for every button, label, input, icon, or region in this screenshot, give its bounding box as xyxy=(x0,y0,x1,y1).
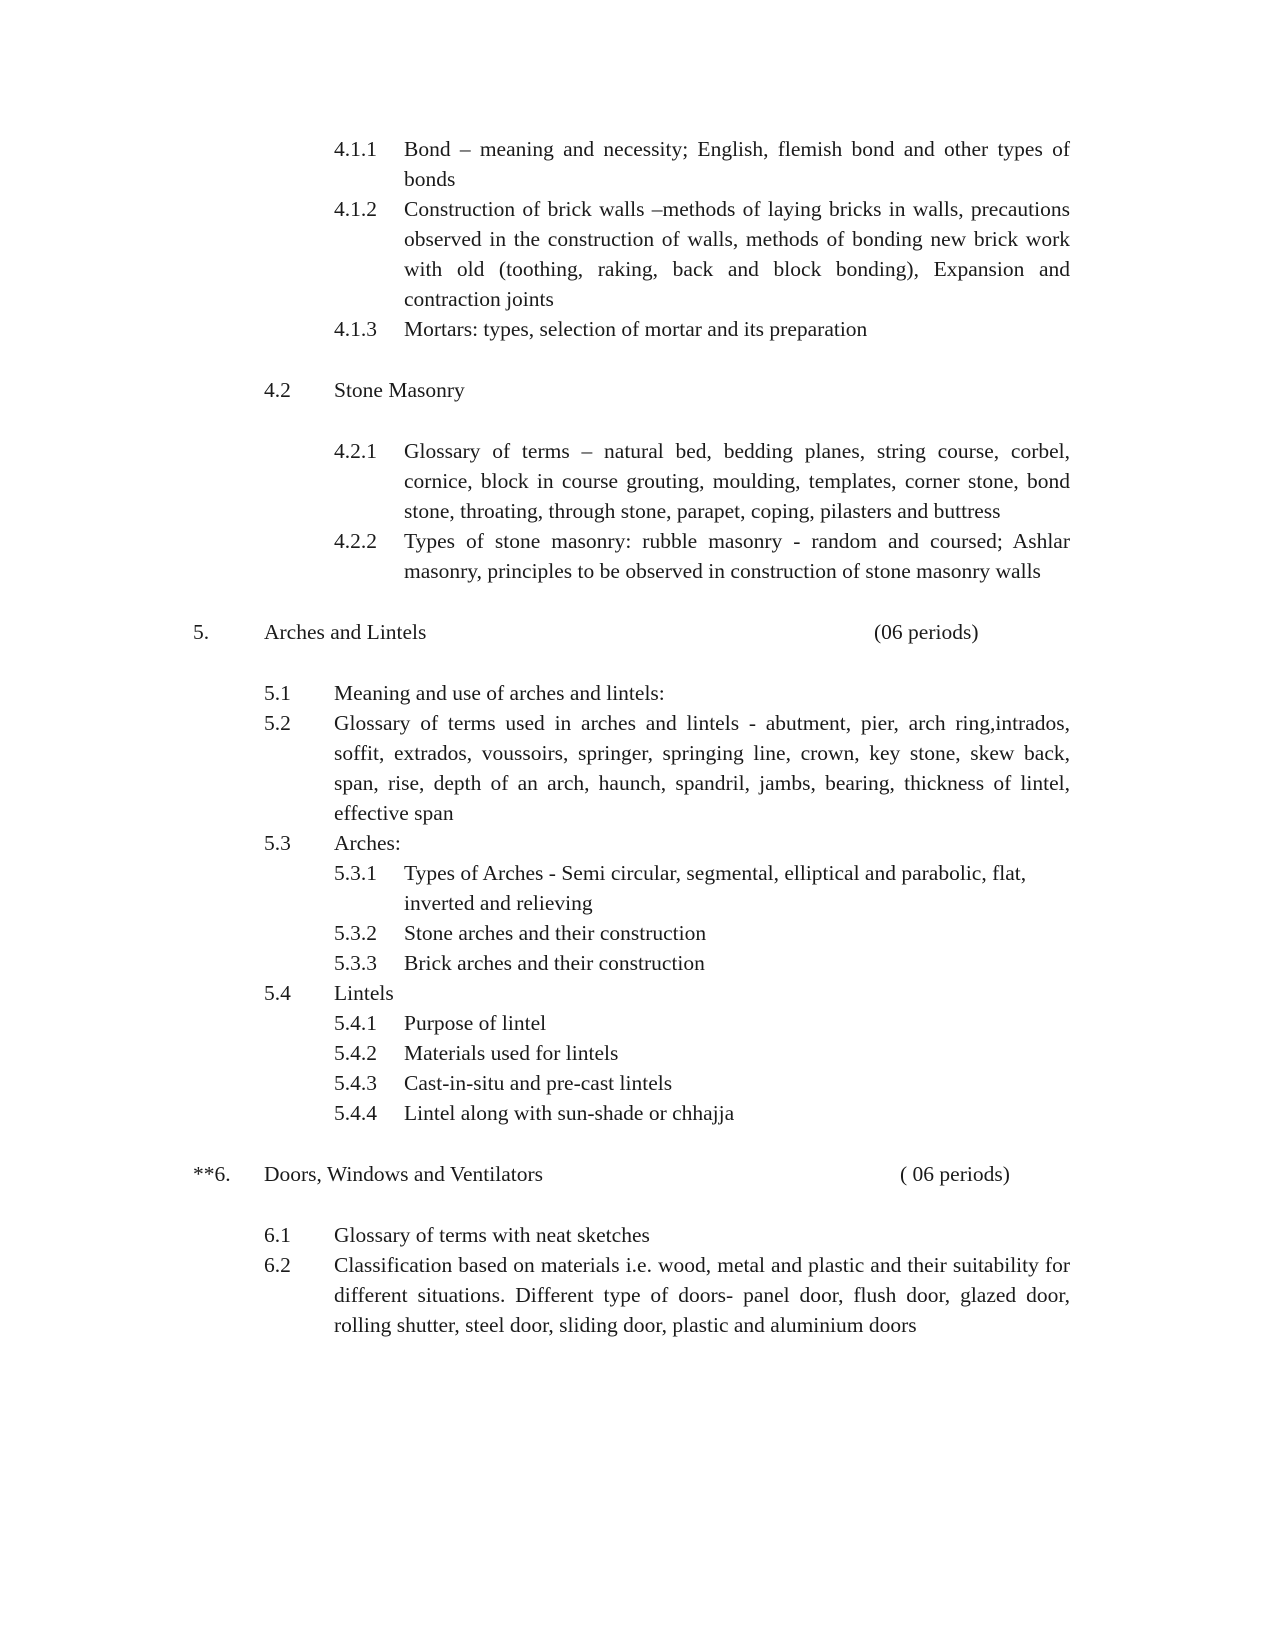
subitem-4-2-2 xyxy=(0,526,1275,586)
syllabus-page xyxy=(0,134,1275,1340)
item-text: Glossary of terms used in arches and lintels - abutment, pier, arch ring,intrados, soffit, extrados, voussoirs, springer, springing line, crown, key stone, skew back, span, rise, depth of an arch, haunch, spandril, jambs, bearing, thickness of lintel, effective span xyxy=(334,711,1070,825)
item-text: Arches: xyxy=(334,831,401,855)
item-text: Lintels xyxy=(334,981,394,1005)
subitem-5-3-2 xyxy=(0,918,1275,948)
subitem-5-4-2 xyxy=(0,1038,1275,1068)
item-number: 5.3 xyxy=(264,831,291,855)
item-number: 4.2.1 xyxy=(334,439,377,463)
item-number: 5.4 xyxy=(264,981,291,1005)
item-text: Glossary of terms with neat sketches xyxy=(334,1223,650,1247)
item-5-1 xyxy=(0,678,1275,708)
item-number: 4.1.1 xyxy=(334,137,377,161)
item-5-4 xyxy=(0,978,1275,1008)
section-periods: (06 periods) xyxy=(874,620,979,644)
item-text: Stone Masonry xyxy=(334,378,465,402)
item-6-1 xyxy=(0,1220,1275,1250)
item-5-3 xyxy=(0,828,1275,858)
item-number: 5.4.4 xyxy=(334,1101,377,1125)
item-text: Lintel along with sun-shade or chhajja xyxy=(404,1101,735,1125)
subitem-5-3-3 xyxy=(0,948,1275,978)
item-number: 6.1 xyxy=(264,1223,291,1247)
subitem-4-1-3 xyxy=(0,314,1275,344)
item-number: 5.1 xyxy=(264,681,291,705)
item-number: 5.4.3 xyxy=(334,1071,377,1095)
item-text: Types of Arches - Semi circular, segmental, elliptical and parabolic, flat, inverted and relieving xyxy=(404,861,1027,915)
item-text: Types of stone masonry: rubble masonry - random and coursed; Ashlar masonry, principles to be observed in construction of stone masonry walls xyxy=(404,529,1070,583)
spacer xyxy=(0,1128,1275,1159)
section-number: **6. xyxy=(193,1162,231,1186)
section-title: Doors, Windows and Ventilators xyxy=(264,1162,544,1186)
subitem-5-4-1 xyxy=(0,1008,1275,1038)
item-number: 5.3.3 xyxy=(334,951,377,975)
item-number: 4.1.2 xyxy=(334,197,377,221)
spacer xyxy=(0,586,1275,617)
item-text: Construction of brick walls –methods of laying bricks in walls, precautions observed in the construction of walls, methods of bonding new brick work with old (toothing, raking, back and block bonding), Expansion and contraction joints xyxy=(404,197,1070,311)
spacer xyxy=(0,405,1275,436)
section-6-heading xyxy=(0,1159,1275,1189)
item-number: 5.4.2 xyxy=(334,1041,377,1065)
item-number: 5.2 xyxy=(264,711,291,735)
subitem-4-2-1 xyxy=(0,436,1275,526)
item-number: 5.3.1 xyxy=(334,861,377,885)
item-text: Stone arches and their construction xyxy=(404,921,707,945)
item-number: 5.3.2 xyxy=(334,921,377,945)
spacer xyxy=(0,1189,1275,1220)
item-text: Materials used for lintels xyxy=(404,1041,619,1065)
subitem-4-1-2 xyxy=(0,194,1275,314)
item-text: Glossary of terms – natural bed, bedding planes, string course, corbel, cornice, block in course grouting, moulding, templates, corner stone, bond stone, throating, through stone, parapet, coping, pilasters and buttress xyxy=(404,439,1070,523)
item-text: Brick arches and their construction xyxy=(404,951,705,975)
spacer xyxy=(0,344,1275,375)
subitem-5-4-4 xyxy=(0,1098,1275,1128)
item-number: 4.2.2 xyxy=(334,529,377,553)
item-number: 5.4.1 xyxy=(334,1011,377,1035)
item-text: Purpose of lintel xyxy=(404,1011,547,1035)
section-5-heading xyxy=(0,617,1275,647)
section-title: Arches and Lintels xyxy=(264,620,427,644)
item-6-2 xyxy=(0,1250,1275,1340)
item-number: 4.2 xyxy=(264,378,291,402)
section-number: 5. xyxy=(193,620,210,644)
spacer xyxy=(0,647,1275,678)
subitem-4-1-1 xyxy=(0,134,1275,194)
item-text: Bond – meaning and necessity; English, flemish bond and other types of bonds xyxy=(404,137,1070,191)
item-4-2 xyxy=(0,375,1275,405)
subitem-5-4-3 xyxy=(0,1068,1275,1098)
item-5-2 xyxy=(0,708,1275,828)
section-periods: ( 06 periods) xyxy=(900,1162,1010,1186)
item-text: Cast-in-situ and pre-cast lintels xyxy=(404,1071,673,1095)
item-text: Meaning and use of arches and lintels: xyxy=(334,681,665,705)
item-number: 4.1.3 xyxy=(334,317,377,341)
item-text: Classification based on materials i.e. wood, metal and plastic and their suitability for different situations. Different type of doors- panel door, flush door, glazed door, rolling shutter, steel door, sliding door, plastic and aluminium doors xyxy=(334,1253,1070,1337)
item-text: Mortars: types, selection of mortar and its preparation xyxy=(404,317,868,341)
subitem-5-3-1 xyxy=(0,858,1275,918)
item-number: 6.2 xyxy=(264,1253,291,1277)
